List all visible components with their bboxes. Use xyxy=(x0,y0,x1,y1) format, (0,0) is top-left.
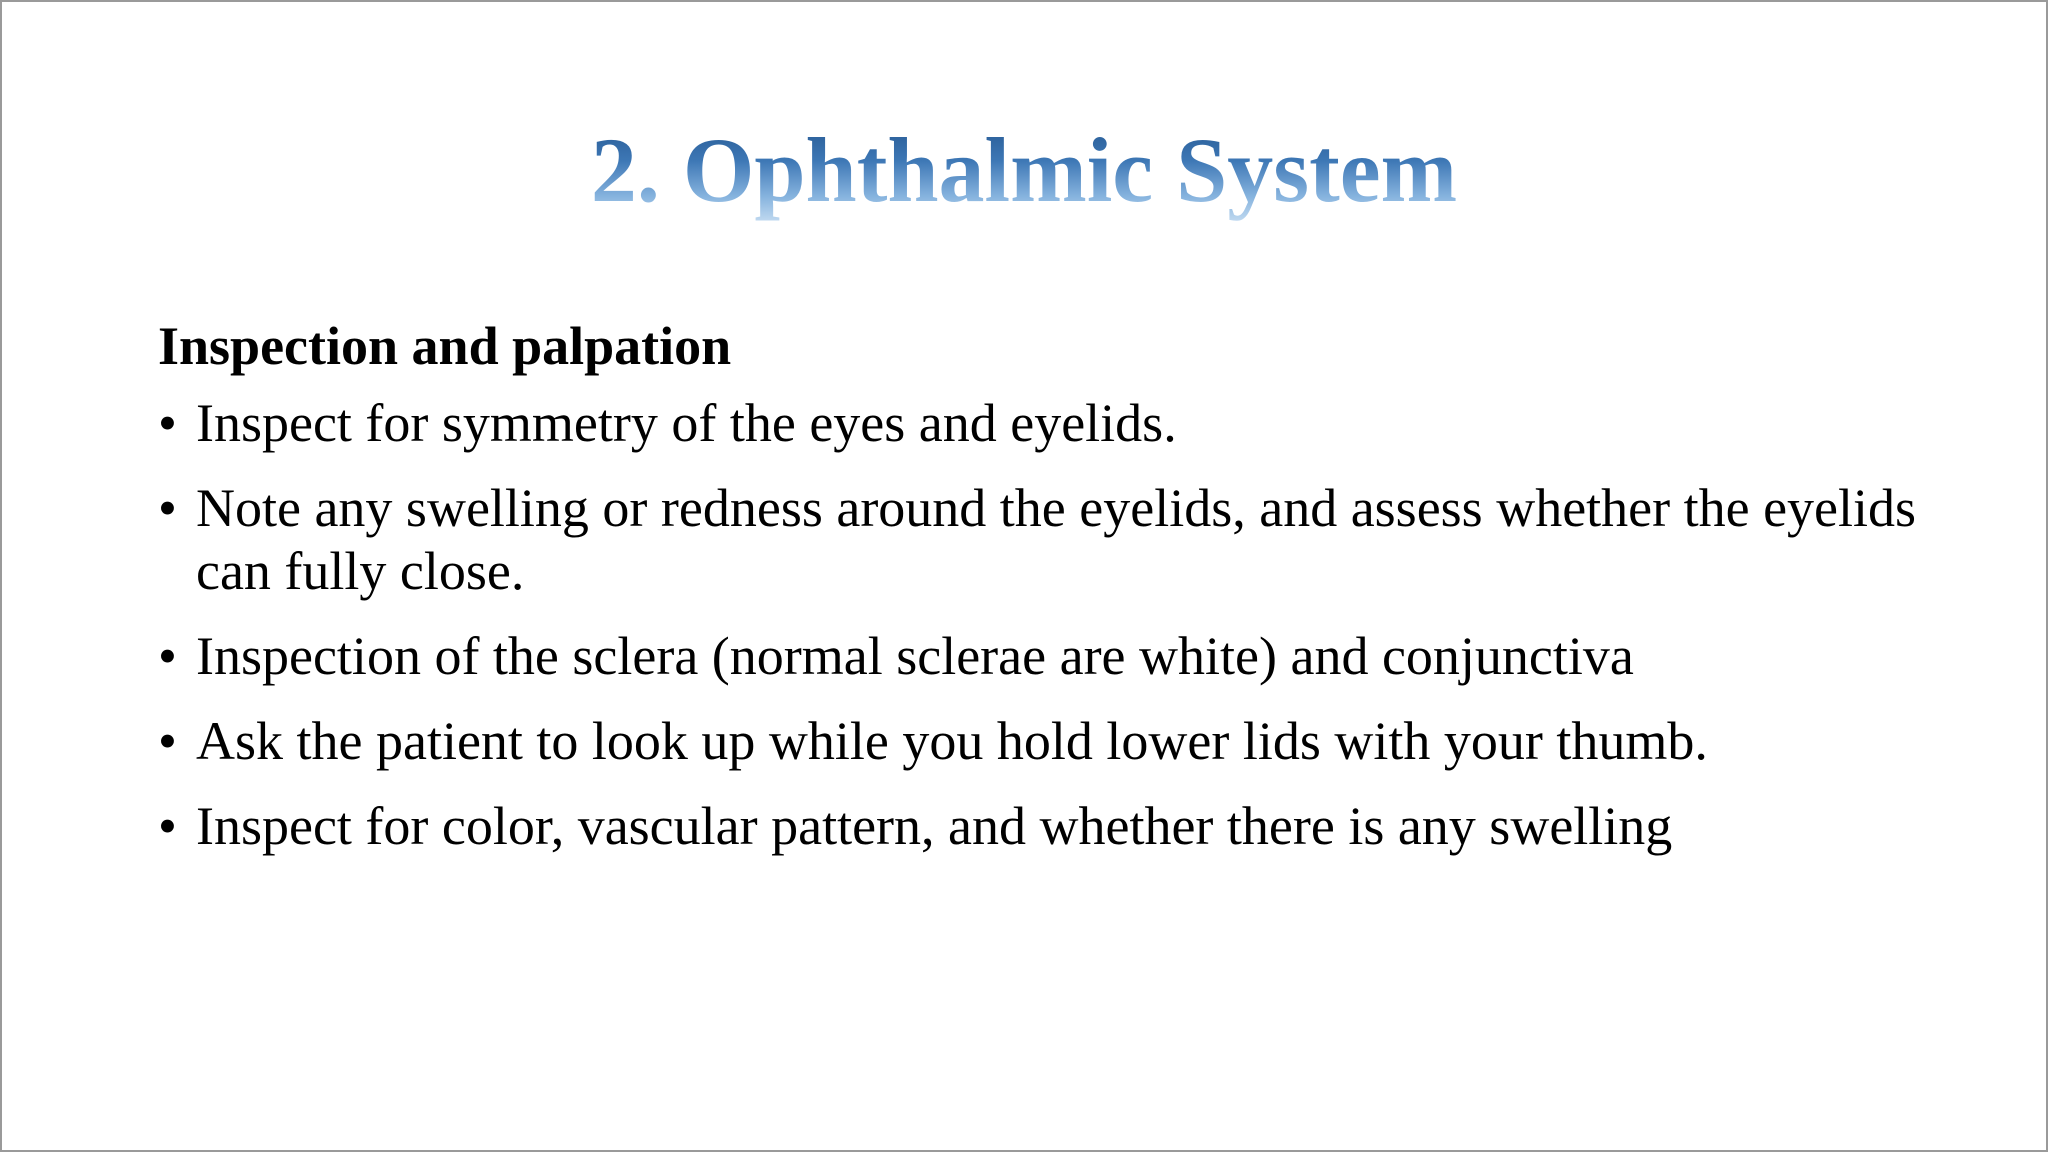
bullet-dot-icon: • xyxy=(158,626,177,686)
section-subheading: Inspection and palpation xyxy=(158,316,732,376)
slide-title: 2. Ophthalmic System xyxy=(591,110,1457,230)
slide-body xyxy=(158,308,1958,880)
bullet-item xyxy=(158,477,1958,603)
bullet-text: Inspect for symmetry of the eyes and eyelids. xyxy=(196,393,1177,453)
bullet-text: Inspect for color, vascular pattern, and whether there is any swelling xyxy=(196,796,1673,856)
bullet-text: Ask the patient to look up while you hold lower lids with your thumb. xyxy=(196,711,1708,771)
bullet-text: Inspection of the sclera (normal sclerae are white) and conjunctiva xyxy=(196,626,1634,686)
slide-title-container xyxy=(2,110,2046,230)
bullet-dot-icon: • xyxy=(158,796,177,856)
bullet-dot-icon: • xyxy=(158,393,177,453)
bullet-item xyxy=(158,392,1958,455)
bullet-item xyxy=(158,710,1958,773)
bullet-text: Note any swelling or redness around the eyelids, and assess whether the eyelids can fully close. xyxy=(196,478,1917,601)
bullet-item xyxy=(158,795,1958,858)
bullet-item xyxy=(158,625,1958,688)
bullet-list xyxy=(158,392,1958,858)
bullet-dot-icon: • xyxy=(158,478,177,538)
bullet-dot-icon: • xyxy=(158,711,177,771)
